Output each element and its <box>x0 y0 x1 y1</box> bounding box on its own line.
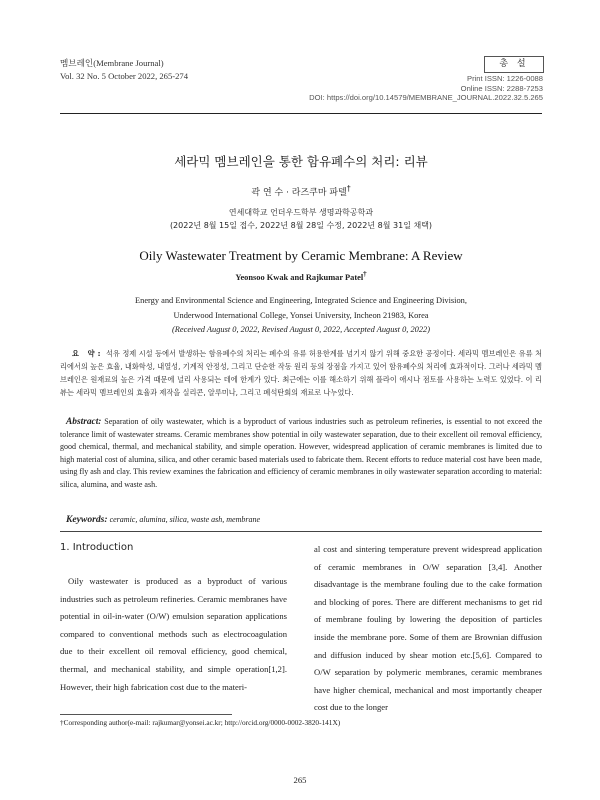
korean-affiliation: 연세대학교 언더우드학부 생명과학공학과 (2022년 8월 15일 접수, 2022년 8월 28일 수정, 2022년 8월 31일 채택) <box>60 206 542 232</box>
journal-volume: Vol. 32 No. 5 October 2022, 265-274 <box>60 70 189 81</box>
abstract-divider <box>60 531 542 532</box>
issn-doi-block <box>309 74 543 103</box>
korean-dates: (2022년 8월 15일 접수, 2022년 8월 28일 수정, 2022년 8월 31일 채택) <box>169 221 433 230</box>
header-divider <box>60 113 542 114</box>
korean-abstract: 요 약: 석유 정제 시설 등에서 발생하는 함유폐수의 처리는 폐수의 유류 허용한계를 넘기지 않기 위해 중요한 공정이다. 세라믹 멤브레인은 유류 처리에서의 높은 효율, 내화학성, 내열성, 기계적 안정성, 그리고 단순한 작동 원리 등의 장점을 가지고 있어 함유폐수의 처리에 효과적이다. 그러나 세라믹 멤브레인은 원재료의 높은 가격 때문에 널리 사용되는 데에 한계가 있다. 최근에는 이를 해소하기 위해 플라이 애시나 점토를 사용하는 노력도 있었다. 이 리뷰는 세라믹 멤브레인의 효율과 제작을 실리콘, 알루미나, 그리고 폐석탄회의 재료로 나누었다. <box>60 349 543 397</box>
body-column-left: Oily wastewater is produced as a byproduct of various industries such as petroleum refineries. Ceramic membranes have potential in oil-in-water (O/W) emulsion separation applications compared to conventional methods such as electrocoagulation due to their excellent oil removal efficiency, good chemical, thermal, and mechanical stability, and simple operation[1,2]. However, their high fabrication cost due to the materi- <box>60 576 287 692</box>
print-issn: Print ISSN: 1226-0088 <box>467 74 543 83</box>
author-mark: † <box>363 270 367 278</box>
article-type-badge: 총 설 <box>484 56 544 73</box>
abstract-label: Abstract: <box>66 417 102 427</box>
footnote-divider <box>60 714 232 715</box>
english-title: Oily Wastewater Treatment by Ceramic Membrane: A Review <box>139 248 463 263</box>
journal-info <box>60 57 188 82</box>
english-abstract: Abstract: Separation of oily wastewater, which is a byproduct of various industries such as petroleum refineries, is essential to not exceed the tolerance limit of wastewater streams. Ceramic membranes show potential in oily wastewater separation, due to their excellent oil removal efficiency, good chemical, thermal, and mechanical stability, and simple operation. However, widespread application of ceramic membranes is limited due to high material cost of alumina, silica, and other ceramic based materials used to fabricate them. Recent efforts to reduce material cost have been made, using fly ash and clay. This review examines the fabrication and efficiency of ceramic membranes in oily wastewater separation according to material: silica, alumina, and waste ash. <box>60 417 542 489</box>
keywords: Keywords: ceramic, alumina, silica, waste ash, membrane <box>66 514 261 525</box>
korean-authors: 곽 연 수 · 라즈쿠마 파텔† <box>251 184 351 198</box>
body-column-right: al cost and sintering temperature prevent widespread application of ceramic membranes in O/W separation [3,4]. Another disadvantage is the membrane fouling due to the cake formation and blocking of pores. There are different mechanisms to get rid of membrane fouling by lowering the deposition of particles inside the membrane pore. Some of them are Brownian diffusion and diffusion induced by shear motion etc.[5,6]. Compared to O/W separation by polymeric membranes, ceramic membranes have higher chemical, mechanical and most importantly cheaper cost due to the longer <box>314 544 542 713</box>
page-number: 265 <box>293 775 307 785</box>
doi-link[interactable]: DOI: https://doi.org/10.14579/MEMBRANE_JOURNAL.2022.32.5.265 <box>309 93 543 103</box>
english-affiliation: Energy and Environmental Science and Engineering, Integrated Science and Engineering Division, Underwood International College, Yonsei University, Incheon 21983, Korea (Received August 0, 2022, Revised August 0, 2022, Accepted August 0, 2022) <box>60 294 542 338</box>
korean-abstract-label: 요 약: <box>72 349 104 358</box>
section-heading: 1. Introduction <box>60 542 134 553</box>
english-dates: (Received August 0, 2022, Revised August 0, 2022, Accepted August 0, 2022) <box>171 325 431 334</box>
online-issn: Online ISSN: 2288-7253 <box>460 83 543 93</box>
keywords-label: Keywords: <box>66 514 108 525</box>
footnote: †Corresponding author(e-mail: rajkumar@yonsei.ac.kr; http://orcid.org/0000-0002-3820-141X) <box>60 718 341 727</box>
korean-title: 세라믹 멤브레인을 통한 함유폐수의 처리: 리뷰 <box>174 154 428 169</box>
journal-name: 멤브레인(Membrane Journal) <box>60 58 164 68</box>
author-mark: † <box>346 184 351 193</box>
english-authors: Yeonsoo Kwak and Rajkumar Patel† <box>235 270 367 282</box>
